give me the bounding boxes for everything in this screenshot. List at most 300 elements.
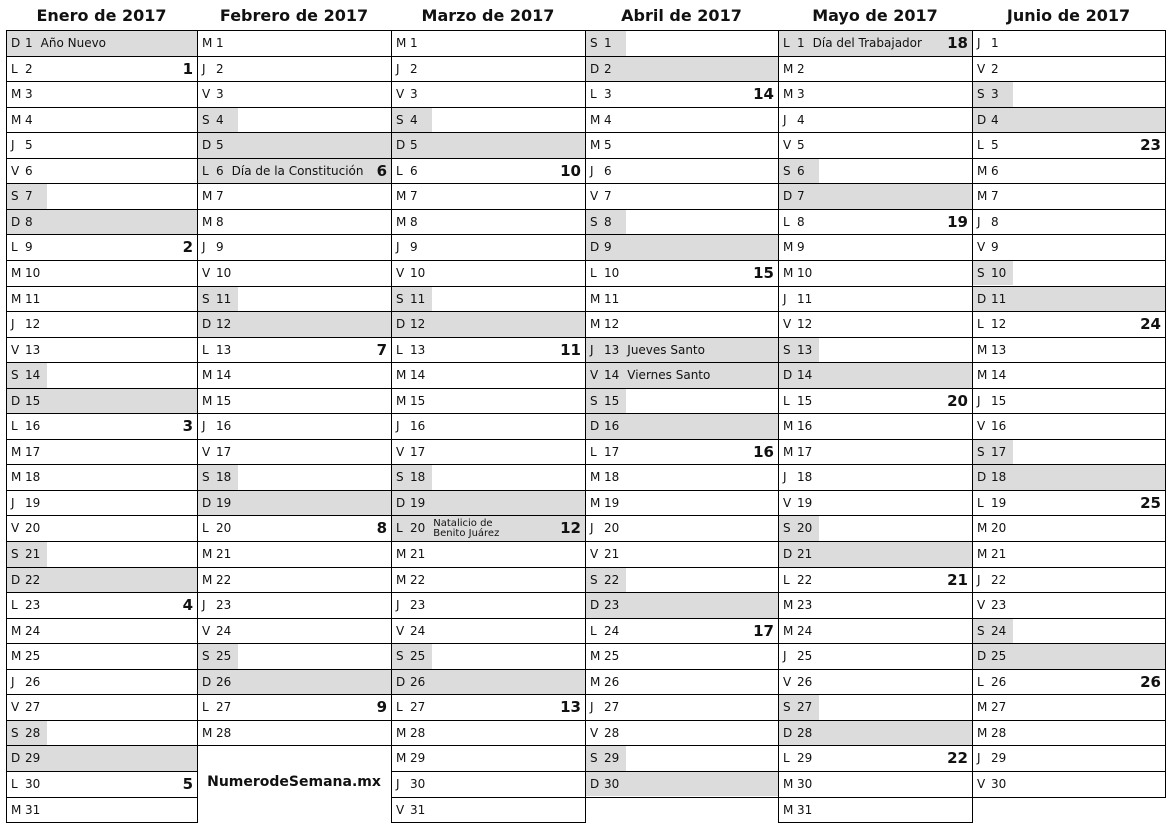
day-row xyxy=(779,464,972,490)
day-row xyxy=(586,694,778,720)
day-label: S 22 xyxy=(590,572,620,587)
day-label: J 19 xyxy=(11,495,41,510)
day-row xyxy=(973,464,1165,490)
day-row xyxy=(198,720,391,746)
month-column xyxy=(778,30,973,823)
week-number: 23 xyxy=(1140,136,1161,155)
day-label: V 6 xyxy=(11,163,33,178)
day-row xyxy=(198,490,391,516)
day-row xyxy=(779,515,972,541)
day-label: J 4 xyxy=(783,112,805,127)
day-row xyxy=(779,797,972,823)
holiday-name: Natalicio de Benito Juárez xyxy=(433,517,500,539)
day-label: J 5 xyxy=(11,138,33,153)
day-label: S 28 xyxy=(11,725,41,740)
week-number: 4 xyxy=(182,596,193,615)
day-label: D 14 xyxy=(783,368,813,383)
week-number: 2 xyxy=(182,238,193,257)
day-row xyxy=(779,541,972,567)
day-label: S 20 xyxy=(783,521,813,536)
week-number: 18 xyxy=(947,34,968,52)
day-row xyxy=(392,413,585,439)
day-row xyxy=(586,618,778,644)
day-label: D 28 xyxy=(783,725,813,740)
week-number: 3 xyxy=(182,417,193,436)
day-label: M 14 xyxy=(396,368,426,383)
day-label: M 18 xyxy=(590,470,620,485)
day-label: D 26 xyxy=(396,674,426,689)
day-row xyxy=(973,490,1165,516)
day-label: S 11 xyxy=(396,291,426,306)
month-column xyxy=(585,30,779,798)
day-label: V 24 xyxy=(396,623,426,638)
day-row xyxy=(198,286,391,312)
day-row xyxy=(198,362,391,388)
day-label: L 23 xyxy=(11,598,41,613)
day-label: S 18 xyxy=(202,470,232,485)
day-label: J 27 xyxy=(590,700,620,715)
day-row xyxy=(198,311,391,337)
day-label: J 1 xyxy=(977,36,999,50)
day-row xyxy=(198,592,391,618)
day-row xyxy=(198,669,391,695)
day-row xyxy=(779,286,972,312)
day-label: V 23 xyxy=(977,598,1007,613)
day-label: M 30 xyxy=(783,776,813,791)
day-row xyxy=(392,771,585,797)
day-row xyxy=(198,183,391,209)
day-row xyxy=(7,234,197,260)
day-row xyxy=(198,643,391,669)
day-label: S 18 xyxy=(396,470,426,485)
day-row xyxy=(7,132,197,158)
day-label: J 20 xyxy=(590,521,620,536)
day-row xyxy=(779,720,972,746)
month-title: Febrero de 2017 xyxy=(219,6,369,25)
day-row xyxy=(973,541,1165,567)
day-row xyxy=(779,439,972,465)
day-row xyxy=(198,81,391,107)
day-row xyxy=(7,694,197,720)
day-row xyxy=(779,643,972,669)
day-label: J 25 xyxy=(783,649,813,664)
day-label: M 10 xyxy=(783,265,813,280)
day-row xyxy=(7,81,197,107)
day-row xyxy=(973,567,1165,593)
day-row xyxy=(7,567,197,593)
day-label: D 23 xyxy=(590,598,620,613)
day-label: M 1 xyxy=(396,36,418,50)
day-row xyxy=(586,30,778,56)
day-label: S 25 xyxy=(396,649,426,664)
week-number: 14 xyxy=(753,85,774,104)
day-row xyxy=(392,669,585,695)
day-row xyxy=(392,694,585,720)
day-label: M 5 xyxy=(590,138,612,153)
holiday-name: Jueves Santo xyxy=(627,342,705,357)
day-row xyxy=(779,618,972,644)
day-row xyxy=(586,541,778,567)
day-row xyxy=(779,745,972,771)
day-label: V 12 xyxy=(783,317,813,332)
day-label: M 31 xyxy=(11,802,41,817)
day-row xyxy=(7,464,197,490)
day-label: V 17 xyxy=(396,444,426,459)
day-label: M 9 xyxy=(783,240,805,255)
day-row xyxy=(973,158,1165,184)
day-label: M 28 xyxy=(977,725,1007,740)
day-label: M 10 xyxy=(11,265,41,280)
day-label: L 20 xyxy=(202,521,232,536)
day-row xyxy=(392,81,585,107)
day-row xyxy=(7,260,197,286)
day-label: L 26 xyxy=(977,674,1007,689)
day-row xyxy=(7,669,197,695)
day-label: S 29 xyxy=(590,751,620,766)
holiday-name: Día de la Constitución xyxy=(231,163,364,178)
day-row xyxy=(973,669,1165,695)
day-row xyxy=(392,158,585,184)
day-label: D 15 xyxy=(11,393,41,408)
day-label: M 13 xyxy=(977,342,1007,357)
day-label: L 10 xyxy=(590,265,620,280)
week-number: 16 xyxy=(753,442,774,461)
week-number: 8 xyxy=(376,519,387,538)
day-row xyxy=(779,567,972,593)
day-row xyxy=(586,209,778,235)
day-row xyxy=(973,694,1165,720)
day-label: D 5 xyxy=(396,138,418,153)
holiday-name: Año Nuevo xyxy=(40,36,107,50)
week-number: 9 xyxy=(376,698,387,717)
day-label: M 3 xyxy=(11,87,33,102)
day-row xyxy=(392,720,585,746)
day-row xyxy=(392,132,585,158)
week-number: 24 xyxy=(1140,315,1161,334)
day-label: J 8 xyxy=(977,214,999,229)
day-row xyxy=(7,515,197,541)
day-row xyxy=(198,515,391,541)
day-label: M 25 xyxy=(11,649,41,664)
day-label: V 28 xyxy=(590,725,620,740)
day-row xyxy=(779,337,972,363)
day-row xyxy=(7,618,197,644)
day-row xyxy=(586,413,778,439)
week-number: 5 xyxy=(182,774,193,793)
day-label: M 25 xyxy=(590,649,620,664)
day-label: J 18 xyxy=(783,470,813,485)
day-row xyxy=(779,234,972,260)
day-label: M 1 xyxy=(202,36,224,50)
day-row xyxy=(198,388,391,414)
day-label: M 7 xyxy=(977,189,999,204)
day-label: S 17 xyxy=(977,444,1007,459)
day-row xyxy=(973,388,1165,414)
day-row xyxy=(392,618,585,644)
day-label: J 9 xyxy=(396,240,418,255)
day-label: S 8 xyxy=(590,214,612,229)
day-label: D 21 xyxy=(783,547,813,561)
day-row xyxy=(779,413,972,439)
month-title: Mayo de 2017 xyxy=(812,6,938,25)
day-label: S 15 xyxy=(590,393,620,408)
day-row xyxy=(779,311,972,337)
day-row xyxy=(779,158,972,184)
day-label: M 3 xyxy=(783,87,805,102)
day-label: M 17 xyxy=(11,444,41,459)
day-label: M 29 xyxy=(396,751,426,766)
week-number: 19 xyxy=(947,212,968,231)
day-row xyxy=(779,592,972,618)
day-label: M 17 xyxy=(783,444,813,459)
day-row xyxy=(973,183,1165,209)
day-label: D 22 xyxy=(11,572,41,587)
day-label: S 10 xyxy=(977,265,1007,280)
week-number: 13 xyxy=(560,698,581,717)
day-label: L 16 xyxy=(11,419,41,434)
week-number: 26 xyxy=(1140,672,1161,691)
day-row xyxy=(7,337,197,363)
day-label: V 13 xyxy=(11,342,41,357)
day-label: M 21 xyxy=(396,547,426,561)
day-row xyxy=(198,56,391,82)
day-label: J 13 Jueves Santo xyxy=(590,342,705,357)
day-row xyxy=(586,567,778,593)
day-row xyxy=(973,720,1165,746)
day-row xyxy=(586,260,778,286)
day-label: V 17 xyxy=(202,444,232,459)
day-row xyxy=(392,286,585,312)
week-number: 6 xyxy=(376,161,387,180)
day-row xyxy=(198,464,391,490)
day-row xyxy=(198,260,391,286)
day-row xyxy=(586,158,778,184)
day-label: D 1 Año Nuevo xyxy=(11,36,107,50)
day-label: J 23 xyxy=(202,598,232,613)
day-label: M 15 xyxy=(396,393,426,408)
day-row xyxy=(7,107,197,133)
day-label: V 21 xyxy=(590,547,620,561)
day-row xyxy=(392,209,585,235)
day-row xyxy=(973,56,1165,82)
day-label: D 7 xyxy=(783,189,805,204)
day-label: V 3 xyxy=(202,87,224,102)
day-label: J 9 xyxy=(202,240,224,255)
day-label: J 22 xyxy=(977,572,1007,587)
day-row xyxy=(392,439,585,465)
day-row xyxy=(198,413,391,439)
day-label: M 28 xyxy=(396,725,426,740)
month-column xyxy=(391,30,586,823)
day-row xyxy=(198,107,391,133)
day-row xyxy=(586,311,778,337)
day-label: M 11 xyxy=(11,291,41,306)
day-label: D 12 xyxy=(396,317,426,332)
day-row xyxy=(392,515,585,541)
day-label: M 14 xyxy=(202,368,232,383)
day-label: M 6 xyxy=(977,163,999,178)
day-row xyxy=(7,541,197,567)
day-label: M 15 xyxy=(202,393,232,408)
day-label: M 7 xyxy=(396,189,418,204)
day-row xyxy=(7,183,197,209)
day-label: M 4 xyxy=(11,112,33,127)
day-row xyxy=(779,209,972,235)
day-label: S 13 xyxy=(783,342,813,357)
day-label: L 22 xyxy=(783,572,813,587)
day-row xyxy=(586,337,778,363)
day-label: J 2 xyxy=(202,61,224,76)
week-number: 1 xyxy=(182,59,193,78)
day-label: M 23 xyxy=(783,598,813,613)
day-row xyxy=(198,567,391,593)
day-label: L 9 xyxy=(11,240,33,255)
month-title: Enero de 2017 xyxy=(36,6,167,25)
day-label: J 30 xyxy=(396,776,426,791)
week-number: 15 xyxy=(753,263,774,282)
day-label: M 26 xyxy=(590,674,620,689)
day-row xyxy=(973,413,1165,439)
day-label: V 9 xyxy=(977,240,999,255)
day-label: D 8 xyxy=(11,214,33,229)
day-row xyxy=(973,439,1165,465)
day-label: M 28 xyxy=(202,725,232,740)
day-label: V 26 xyxy=(783,674,813,689)
day-row xyxy=(7,720,197,746)
day-label: M 12 xyxy=(590,317,620,332)
day-row xyxy=(7,388,197,414)
day-row xyxy=(779,132,972,158)
day-row xyxy=(586,771,778,797)
day-label: D 18 xyxy=(977,470,1007,485)
day-label: S 7 xyxy=(11,189,33,204)
day-row xyxy=(973,643,1165,669)
week-number: 20 xyxy=(947,391,968,410)
day-label: D 11 xyxy=(977,291,1007,306)
day-row xyxy=(779,183,972,209)
day-row xyxy=(198,234,391,260)
day-row xyxy=(392,464,585,490)
day-row xyxy=(198,30,391,56)
day-row xyxy=(7,30,197,56)
day-row xyxy=(973,592,1165,618)
day-row xyxy=(586,388,778,414)
day-label: V 24 xyxy=(202,623,232,638)
day-row xyxy=(586,720,778,746)
day-row xyxy=(392,362,585,388)
day-label: M 11 xyxy=(590,291,620,306)
day-row xyxy=(973,745,1165,771)
day-row xyxy=(392,337,585,363)
day-label: L 13 xyxy=(202,342,232,357)
day-label: D 19 xyxy=(202,495,232,510)
day-label: J 26 xyxy=(11,674,41,689)
day-row xyxy=(392,797,585,823)
day-label: D 26 xyxy=(202,674,232,689)
day-row xyxy=(779,388,972,414)
day-label: L 15 xyxy=(783,393,813,408)
day-label: S 21 xyxy=(11,547,41,561)
day-row xyxy=(973,618,1165,644)
day-label: M 24 xyxy=(783,623,813,638)
day-row xyxy=(973,107,1165,133)
day-row xyxy=(392,490,585,516)
month-column xyxy=(6,30,198,823)
day-label: L 27 xyxy=(396,700,426,715)
day-label: L 12 xyxy=(977,317,1007,332)
day-label: M 19 xyxy=(590,495,620,510)
week-number: 12 xyxy=(560,519,581,538)
day-label: M 22 xyxy=(396,572,426,587)
day-row xyxy=(392,388,585,414)
day-label: S 27 xyxy=(783,700,813,715)
month-column xyxy=(197,30,392,746)
day-label: M 22 xyxy=(202,572,232,587)
day-row xyxy=(779,490,972,516)
week-number: 10 xyxy=(560,161,581,180)
day-label: J 16 xyxy=(396,419,426,434)
day-label: L 6 xyxy=(396,163,418,178)
day-row xyxy=(198,337,391,363)
day-label: M 16 xyxy=(783,419,813,434)
day-label: J 12 xyxy=(11,317,41,332)
day-row xyxy=(586,669,778,695)
day-label: D 9 xyxy=(590,240,612,255)
day-row xyxy=(7,158,197,184)
day-label: V 30 xyxy=(977,776,1007,791)
day-row xyxy=(779,362,972,388)
day-row xyxy=(973,771,1165,797)
day-row xyxy=(586,286,778,312)
day-row xyxy=(586,107,778,133)
day-row xyxy=(973,209,1165,235)
week-number: 11 xyxy=(560,340,581,359)
day-label: S 24 xyxy=(977,623,1007,638)
day-label: V 2 xyxy=(977,61,999,76)
day-row xyxy=(779,260,972,286)
week-number: 7 xyxy=(376,340,387,359)
day-row xyxy=(198,618,391,644)
day-row xyxy=(779,81,972,107)
day-label: M 31 xyxy=(783,802,813,817)
day-label: J 2 xyxy=(396,61,418,76)
day-label: V 10 xyxy=(396,265,426,280)
day-row xyxy=(586,132,778,158)
day-row xyxy=(973,311,1165,337)
day-row xyxy=(973,234,1165,260)
day-label: D 19 xyxy=(396,495,426,510)
day-label: S 14 xyxy=(11,368,41,383)
day-row xyxy=(198,158,391,184)
week-number: 22 xyxy=(947,749,968,768)
day-row xyxy=(586,515,778,541)
day-label: L 17 xyxy=(590,444,620,459)
site-credit: NumerodeSemana.mx xyxy=(207,774,381,790)
day-row xyxy=(973,132,1165,158)
day-label: J 29 xyxy=(977,751,1007,766)
day-row xyxy=(586,234,778,260)
day-label: D 4 xyxy=(977,112,999,127)
day-label: V 20 xyxy=(11,521,41,536)
day-label: V 3 xyxy=(396,87,418,102)
week-number: 21 xyxy=(947,570,968,589)
day-label: J 23 xyxy=(396,598,426,613)
week-number: 25 xyxy=(1140,493,1161,512)
month-title: Junio de 2017 xyxy=(1006,6,1131,25)
day-row xyxy=(586,439,778,465)
day-label: L 30 xyxy=(11,776,41,791)
month-title: Marzo de 2017 xyxy=(421,6,555,25)
